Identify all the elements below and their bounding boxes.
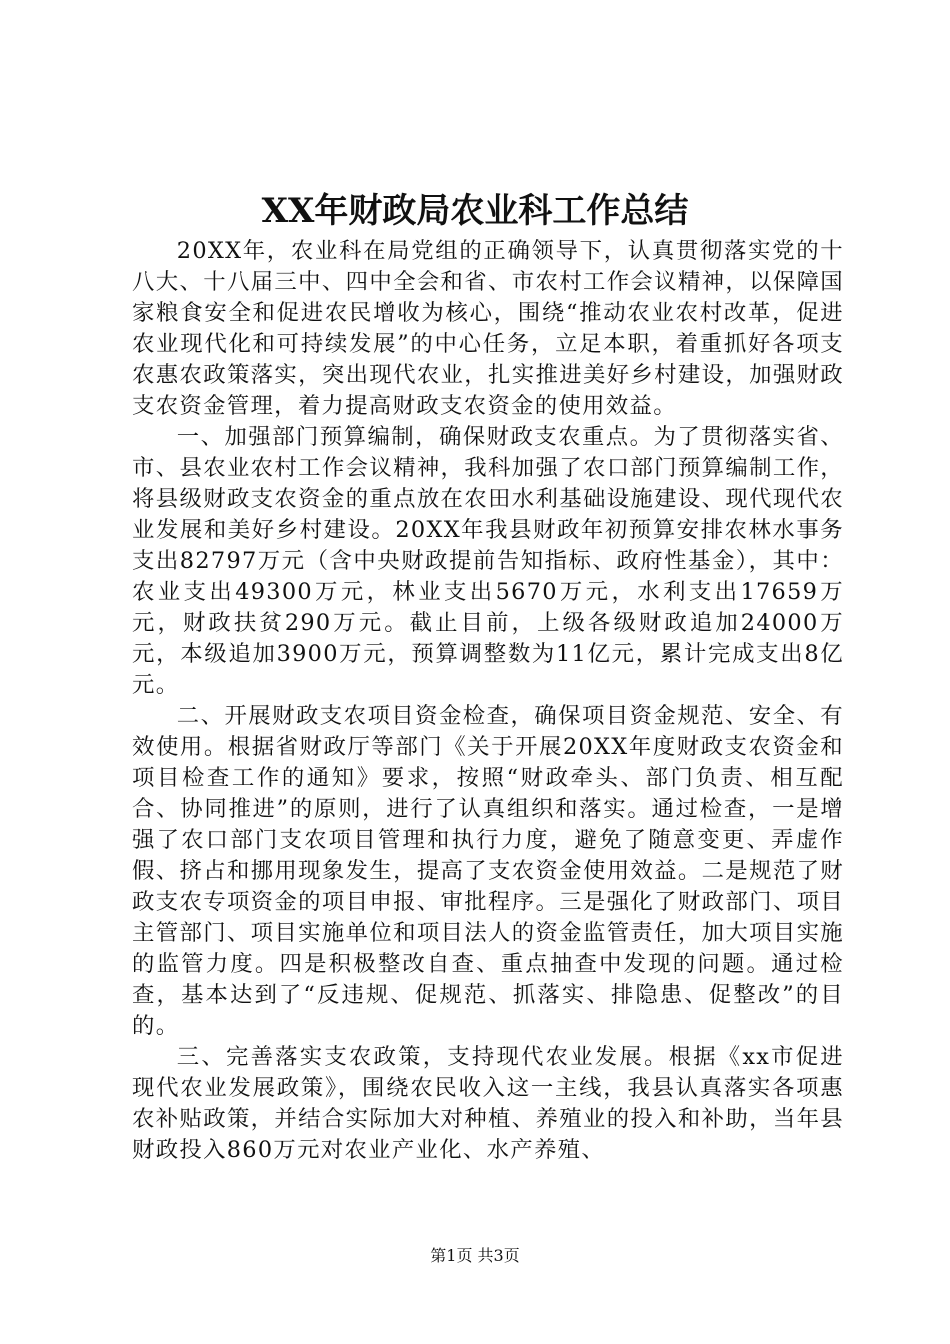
paragraph-section-1: 一、加强部门预算编制，确保财政支农重点。为了贯彻落实省、市、县农业农村工作会议精神，我科加强了农口部门预算编制工作，将县级财政支农资金的重点放在农田水利基础设施建设、现代现代农业发展和美好乡村建设。20XX年我县财政年初预算安排农林水事务支出82797万元（含中央财政提前告知指标、政府性基金），其中：农业支出49300万元，林业支出5670万元，水利支出17659万元，财政扶贫290万元。截止目前，上级各级财政追加24000万元，本级追加3900万元，预算调整数为11亿元，累计完成支出8亿元。 xyxy=(132,424,844,698)
paragraph-section-3: 三、完善落实支农政策，支持现代农业发展。根据《xx市促进现代农业发展政策》，围绕农民收入这一主线，我县认真落实各项惠农补贴政策，并结合实际加大对种植、养殖业的投入和补助，当年县财政投入860万元对农业产业化、水产养殖、 xyxy=(132,1044,844,1163)
document-title: XX年财政局农业科工作总结 xyxy=(261,191,689,231)
page-number-footer: 第1页 共3页 xyxy=(430,1246,520,1265)
paragraph-intro: 20XX年，农业科在局党组的正确领导下，认真贯彻落实党的十八大、十八届三中、四中全会和省、市农村工作会议精神，以保障国家粮食安全和促进农民增收为核心，围绕“推动农业农村改革，促进农业现代化和可持续发展”的中心任务，立足本职，着重抓好各项支农惠农政策落实，突出现代农业，扎实推进美好乡村建设，加强财政支农资金管理，着力提高财政支农资金的使用效益。 xyxy=(132,238,844,419)
paragraph-section-2: 二、开展财政支农项目资金检查，确保项目资金规范、安全、有效使用。根据省财政厅等部门《关于开展20XX年度财政支农资金和项目检查工作的通知》要求，按照“财政牵头、部门负责、相互配合、协同推进”的原则，进行了认真组织和落实。通过检查，一是增强了农口部门支农项目管理和执行力度，避免了随意变更、弄虚作假、挤占和挪用现象发生，提高了支农资金使用效益。二是规范了财政支农专项资金的项目申报、审批程序。三是强化了财政部门、项目主管部门、项目实施单位和项目法人的资金监管责任，加大项目实施的监管力度。四是积极整改自查、重点抽查中发现的问题。通过检查，基本达到了“反违规、促规范、抓落实、排隐患、促整改”的目的。 xyxy=(132,703,844,1039)
document-body xyxy=(132,236,844,1166)
